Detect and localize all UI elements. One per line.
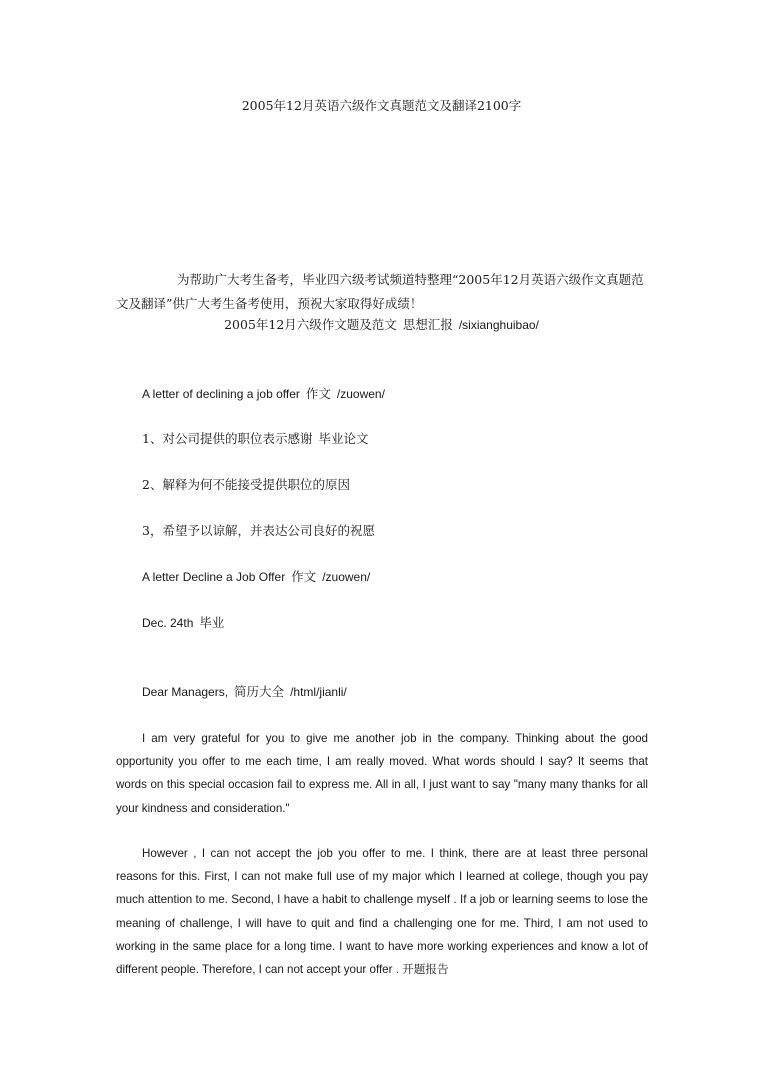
letter-date-text: Dec. 24th <box>142 616 194 630</box>
letter-title-text: A letter Decline a Job Offer <box>142 570 286 584</box>
letter-date <box>142 613 224 633</box>
letter-paragraph-1: I am very grateful for you to give me another job in the company. Thinking about the good opportunity you offer to me each time, I am really moved. What words should I say? It seems that words on this special occasion fail to express me. All in all, I just want to say "many many thanks for all your kindness and consideration." <box>116 732 648 815</box>
salutation-tag: 简历大全 <box>234 684 285 699</box>
prompt-point-2 <box>142 475 350 495</box>
intro-subtitle-url: /sixianghuibao/ <box>458 318 539 332</box>
document-title: 2005年12月英语六级作文真题范文及翻译2100字 <box>241 98 522 113</box>
prompt-title-tag: 作文 <box>305 386 331 401</box>
prompt-point-1 <box>142 429 368 449</box>
salutation-url: /html/jianli/ <box>290 685 347 699</box>
letter-date-tag: 毕业 <box>199 615 225 630</box>
prompt-title-text: A letter of declining a job offer <box>142 387 300 401</box>
letter-title-tag: 作文 <box>291 569 317 584</box>
prompt-point-3 <box>142 521 375 541</box>
prompt-point-1-tag: 毕业论文 <box>318 431 369 446</box>
intro-paragraph: 为帮助广大考生备考，毕业四六级考试频道特整理“2005年12月英语六级作文真题范文及翻译”供广大考生备考使用，预祝大家取得好成绩！ <box>116 272 644 311</box>
prompt-point-3-text: 3，希望予以谅解，并表达公司良好的祝愿 <box>142 523 375 538</box>
prompt-point-1-text: 1、对公司提供的职位表示感谢 <box>142 431 313 446</box>
letter-paragraph-2: However , I can not accept the job you offer to me. I think, there are at least three personal reasons for this. First, I can not make full use of my major which I learned at college, though you pay much attention to me. Second, I have a habit to challenge myself . If a job or learning seems to lose the meaning of challenge, I will have to quit and find a challenging one for me. Third, I am not used to working in the same place for a long time. I want to have more working experiences and know a lot of different people. Therefore, I can not accept your offer . 开题报告 <box>116 847 648 977</box>
prompt-title-url: /zuowen/ <box>336 387 385 401</box>
prompt-title <box>142 384 385 404</box>
intro-subtitle <box>0 315 763 335</box>
letter-salutation <box>142 682 347 702</box>
intro-subtitle-text: 2005年12月六级作文题及范文 <box>224 317 397 332</box>
intro-subtitle-tag: 思想汇报 <box>402 317 453 332</box>
salutation-text: Dear Managers, <box>142 685 229 699</box>
letter-title <box>142 567 370 587</box>
letter-title-url: /zuowen/ <box>322 570 371 584</box>
prompt-point-2-text: 2、解释为何不能接受提供职位的原因 <box>142 477 350 492</box>
